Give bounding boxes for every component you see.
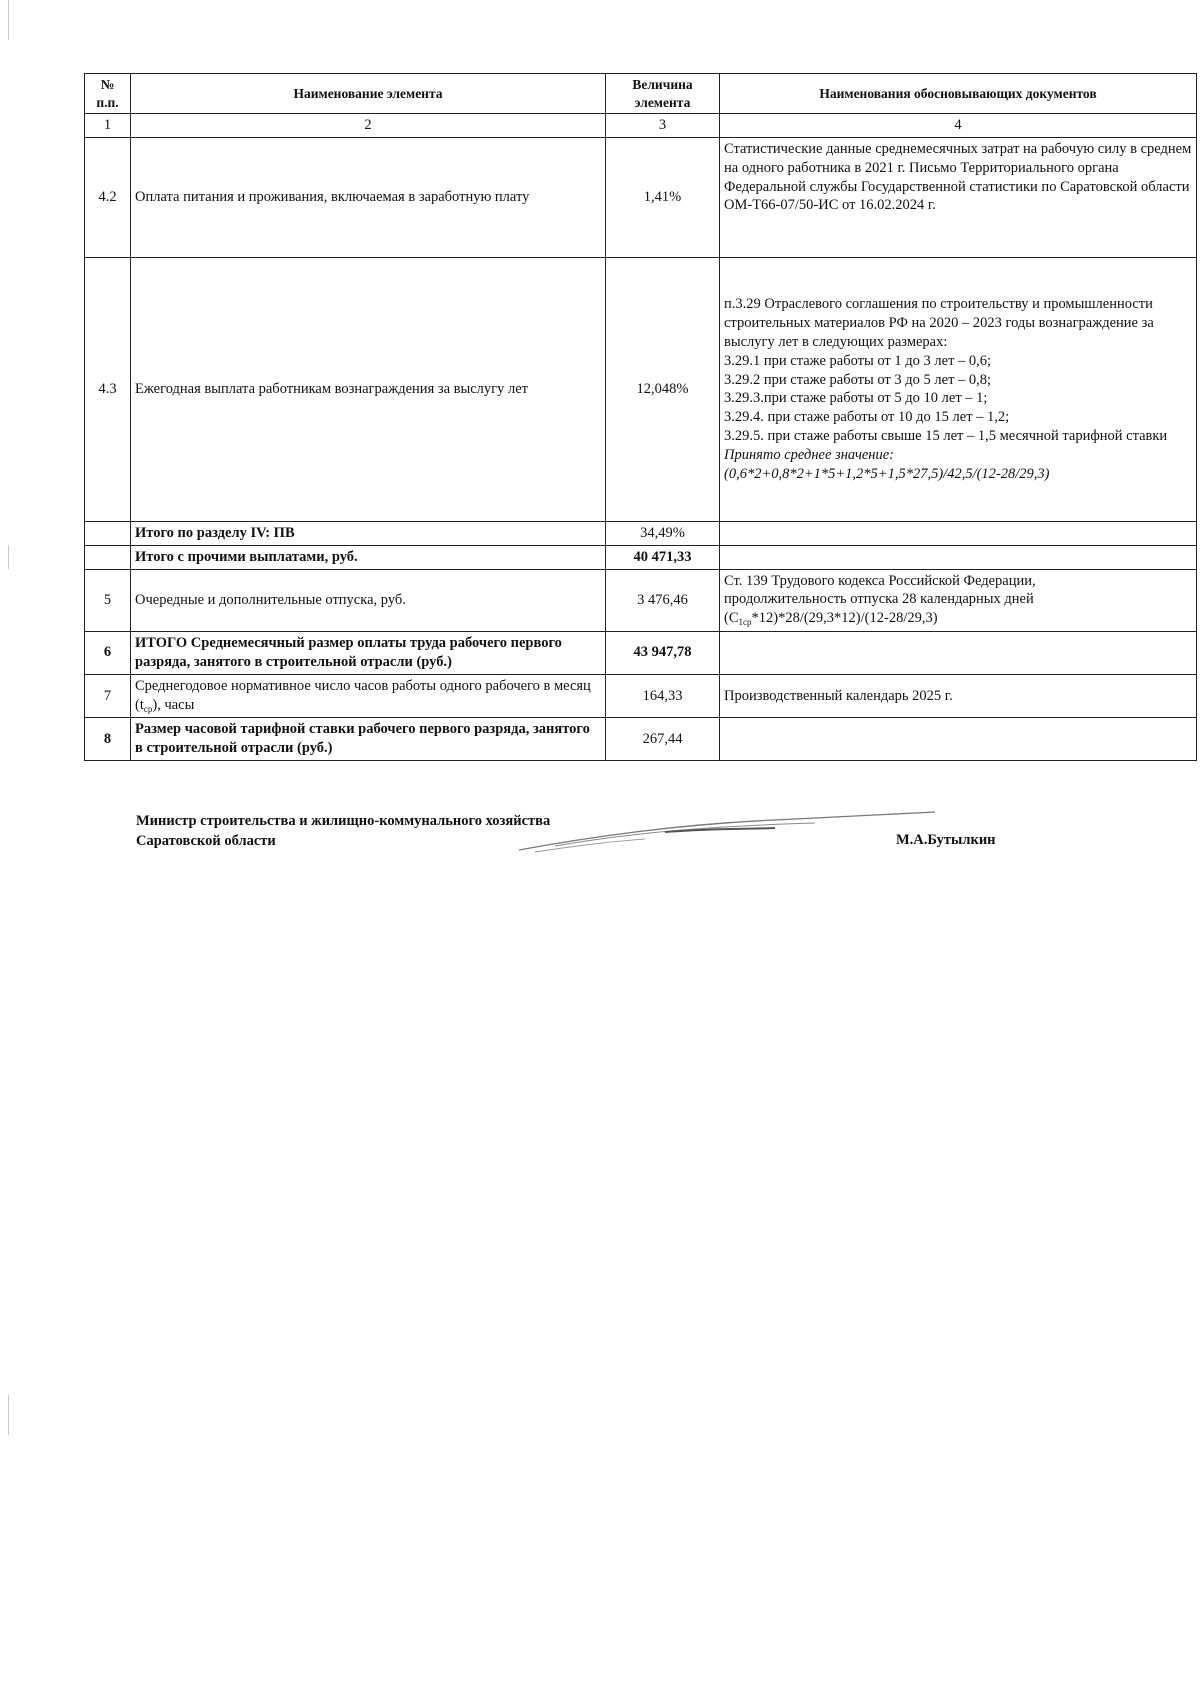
docs-formula: (0,6*2+0,8*2+1*5+1,2*5+1,5*27,5)/42,5/(12-28/29,3) — [724, 465, 1050, 482]
scan-mark — [8, 0, 9, 40]
header-numbers-row — [85, 114, 1197, 138]
total-row — [85, 545, 1197, 569]
header-value: Величина элемента — [606, 74, 720, 114]
total-num — [85, 521, 131, 545]
row-value: 164,33 — [606, 674, 720, 718]
name-part: Среднегодовое нормативное число часов работы одного рабочего в месяц (t — [135, 677, 591, 713]
row-num: 6 — [85, 632, 131, 675]
docs-line: 3.29.1 при стаже работы от 1 до 3 лет – 0,6; — [724, 352, 992, 369]
header-num: № п.п. — [85, 74, 131, 114]
row-docs — [720, 257, 1197, 521]
docs-intro: п.3.29 Отраслевого соглашения по строительству и промышленности строительных материалов РФ на 2020 – 2023 годы вознаграждение за выслугу лет в следующих размерах: — [724, 296, 1154, 350]
docs-line: продолжительность отпуска 28 календарных дней — [724, 591, 1034, 608]
row-docs — [720, 718, 1197, 761]
total-docs — [720, 521, 1197, 545]
row-num: 8 — [85, 718, 131, 761]
formula-part: (С — [724, 610, 739, 627]
row-num: 5 — [85, 569, 131, 631]
table-row — [85, 257, 1197, 521]
name-subscript: ср — [143, 703, 153, 714]
row-name: Ежегодная выплата работникам вознаграждения за выслугу лет — [131, 257, 606, 521]
row-value: 1,41% — [606, 137, 720, 257]
total-docs — [720, 545, 1197, 569]
handwritten-signature — [515, 806, 945, 856]
calculation-table — [84, 73, 1197, 761]
col-number-1: 1 — [85, 114, 131, 138]
position-line: Министр строительства и жилищно-коммунального хозяйства — [136, 813, 551, 829]
docs-formula — [724, 609, 1192, 629]
formula-part: *12)*28/(29,3*12)/(12-28/29,3) — [751, 610, 938, 627]
row-name — [131, 674, 606, 718]
row-value: 12,048% — [606, 257, 720, 521]
total-num — [85, 545, 131, 569]
scan-mark — [8, 545, 9, 569]
row-num: 7 — [85, 674, 131, 718]
docs-line: 3.29.2 при стаже работы от 3 до 5 лет – 0,8; — [724, 371, 992, 388]
col-number-3: 3 — [606, 114, 720, 138]
row-value: 267,44 — [606, 718, 720, 761]
scan-mark — [8, 1395, 9, 1435]
table-header-row — [85, 74, 1197, 114]
signatory-name: М.А.Бутылкин — [896, 832, 996, 848]
row-docs — [720, 569, 1197, 631]
row-num: 4.3 — [85, 257, 131, 521]
formula-subscript: 1ср — [738, 617, 752, 628]
header-docs: Наименования обосновывающих документов — [720, 74, 1197, 114]
total-row — [85, 521, 1197, 545]
row-docs — [720, 632, 1197, 675]
total-iv-label: Итого по разделу IV: ПВ — [131, 521, 606, 545]
row-value: 43 947,78 — [606, 632, 720, 675]
docs-line: Ст. 139 Трудового кодекса Российской Федерации, — [724, 572, 1036, 589]
header-name: Наименование элемента — [131, 74, 606, 114]
row-docs: Производственный календарь 2025 г. — [720, 674, 1197, 718]
position-line: Саратовской области — [136, 833, 276, 850]
row-name: Оплата питания и проживания, включаемая в заработную плату — [131, 137, 606, 257]
signatory-position — [136, 811, 550, 852]
total-iv-value: 34,49% — [606, 521, 720, 545]
col-number-4: 4 — [720, 114, 1197, 138]
table-row — [85, 674, 1197, 718]
docs-accepted: Принято среднее значение: — [724, 446, 895, 463]
row-num: 4.2 — [85, 137, 131, 257]
row-value: 3 476,46 — [606, 569, 720, 631]
docs-line: 3.29.4. при стаже работы от 10 до 15 лет – 1,2; — [724, 409, 1010, 426]
docs-line: 3.29.5. при стаже работы свыше 15 лет – 1,5 месячной тарифной ставки — [724, 428, 1168, 445]
row-docs: Статистические данные среднемесячных затрат на рабочую силу в среднем на одного работника в 2021 г. Письмо Территориального органа Федеральной службы Государственной статистики по Саратовской области ОМ-Т66-07/50-ИС от 16.02.2024 г. — [720, 137, 1197, 257]
total-other-value: 40 471,33 — [606, 545, 720, 569]
table-row — [85, 137, 1197, 257]
row-name: Очередные и дополнительные отпуска, руб. — [131, 569, 606, 631]
docs-line: 3.29.3.при стаже работы от 5 до 10 лет – 1; — [724, 390, 988, 407]
table-row — [85, 569, 1197, 631]
name-part: ), часы — [152, 696, 195, 713]
row-name: ИТОГО Среднемесячный размер оплаты труда рабочего первого разряда, занятого в строительной отрасли (руб.) — [131, 632, 606, 675]
col-number-2: 2 — [131, 114, 606, 138]
table-row — [85, 718, 1197, 761]
row-name: Размер часовой тарифной ставки рабочего первого разряда, занятого в строительной отрасли (руб.) — [131, 718, 606, 761]
total-other-label: Итого с прочими выплатами, руб. — [131, 545, 606, 569]
table-row — [85, 632, 1197, 675]
